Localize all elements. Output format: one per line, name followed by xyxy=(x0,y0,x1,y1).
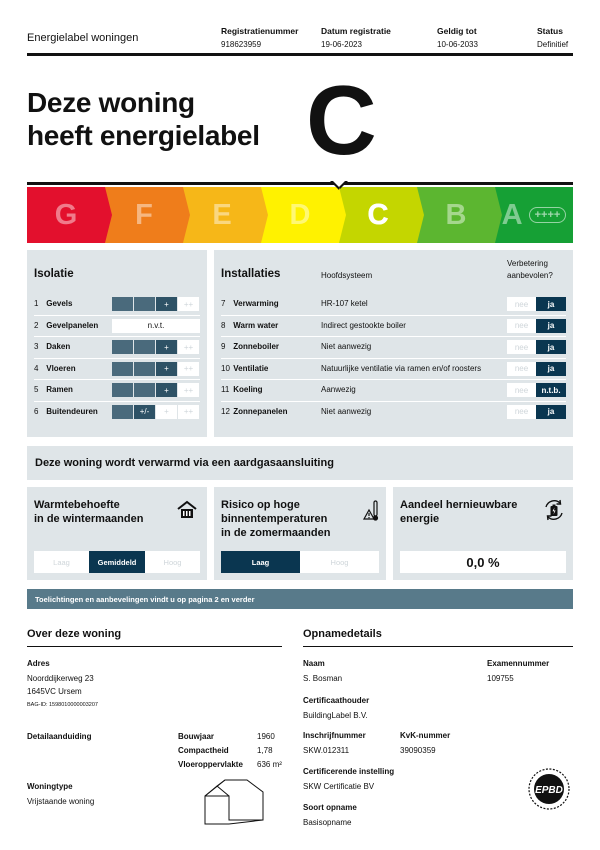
installation-main-system: Indirect gestookte boiler xyxy=(321,320,406,330)
energy-band-d: D xyxy=(261,187,339,243)
improvement-yes: ja xyxy=(536,340,566,354)
isolation-rating-cell xyxy=(134,362,155,376)
improvement-yes: ja xyxy=(536,362,566,376)
installation-row-label: 11 Koeling xyxy=(221,385,263,394)
registration-date-field: Datum registratie 19-06-2023 xyxy=(321,26,391,49)
house-heating-icon xyxy=(176,499,198,521)
installation-main-system: Niet aanwezig xyxy=(321,342,372,351)
compactness-label: Compactheid xyxy=(178,746,229,755)
inspection-details-title: Opnamedetails xyxy=(303,628,382,640)
main-system-heading: Hoofdsysteem xyxy=(321,271,373,280)
installation-main-system: HR-107 ketel xyxy=(321,299,368,308)
heat-demand-medium: Gemiddeld xyxy=(89,551,145,573)
document-title: Energielabel woningen xyxy=(27,32,139,44)
installation-row-label: 9 Zonneboiler xyxy=(221,342,280,351)
isolation-row-label: 6 Buitendeuren xyxy=(34,406,98,416)
thermometer-warning-icon xyxy=(359,499,381,523)
isolation-row-label: 4 Vloeren xyxy=(34,363,76,373)
isolation-rating-cell: ++ xyxy=(178,405,199,419)
energy-band-f: F xyxy=(105,187,183,243)
isolation-rating-cell xyxy=(112,383,133,397)
address-label: Adres xyxy=(27,659,50,668)
improvement-yes: n.t.b. xyxy=(536,383,566,397)
renewable-share-panel xyxy=(393,487,573,580)
isolation-rating-cell: +/- xyxy=(134,405,155,419)
isolation-row-label: 3 Daken xyxy=(34,342,71,351)
improvement-no: nee xyxy=(507,340,536,354)
address-line-1: Noorddijkerweg 23 xyxy=(27,674,94,683)
floor-area-value: 636 m² xyxy=(257,760,282,769)
isolation-rating-cell: ++ xyxy=(178,297,199,311)
isolation-row-label: 5 Ramen xyxy=(34,385,73,394)
address-line-2: 1645VC Ursem xyxy=(27,687,82,696)
document-header xyxy=(27,24,573,54)
build-year-value: 1960 xyxy=(257,732,275,741)
detached-house-icon xyxy=(203,776,265,826)
energy-band-g: G xyxy=(27,187,105,243)
home-type-value: Vrijstaande woning xyxy=(27,797,95,806)
home-type-label: Woningtype xyxy=(27,782,73,791)
heat-demand-high: Hoog xyxy=(145,551,200,573)
header-divider xyxy=(27,53,573,56)
energy-band-e: E xyxy=(183,187,261,243)
registration-no-value: SKW.012311 xyxy=(303,746,350,755)
isolation-panel xyxy=(27,250,207,437)
isolation-row-label: 1 Gevels xyxy=(34,299,73,308)
installation-main-system: Aanwezig xyxy=(321,385,356,394)
installations-title: Installaties xyxy=(221,268,281,280)
about-home-divider xyxy=(27,646,282,647)
heating-statement: Deze woning wordt verwarmd via een aardgasaansluiting xyxy=(27,446,573,480)
heat-demand-low: Laag xyxy=(34,551,89,573)
installation-main-system: Niet aanwezig xyxy=(321,406,372,416)
exam-number-value: 109755 xyxy=(487,674,514,683)
installation-row-label: 10 Ventilatie xyxy=(221,363,269,373)
epbd-logo xyxy=(527,767,571,811)
improvement-yes: ja xyxy=(536,297,566,311)
improvement-no: nee xyxy=(507,319,536,333)
isolation-title: Isolatie xyxy=(34,268,74,280)
improvement-no: nee xyxy=(507,383,536,397)
isolation-not-applicable: n.v.t. xyxy=(112,319,200,333)
explanation-banner: Toelichtingen en aanbevelingen vindt u op pagina 2 en verder xyxy=(27,589,573,609)
certificate-holder-label: Certificaathouder xyxy=(303,696,370,705)
isolation-rating-cell: + xyxy=(156,405,177,419)
installation-row-label: 12 Zonnepanelen xyxy=(221,406,288,416)
certifying-body-label: Certificerende instelling xyxy=(303,767,395,776)
isolation-rating-cell: + xyxy=(156,383,177,397)
isolation-rating-cell xyxy=(112,405,133,419)
isolation-rating-cell: + xyxy=(156,340,177,354)
isolation-rating-cell xyxy=(112,340,133,354)
isolation-row-label: 2 Gevelpanelen xyxy=(34,320,99,330)
isolation-rating-cell: + xyxy=(156,362,177,376)
isolation-rating-cell xyxy=(112,362,133,376)
name-label: Naam xyxy=(303,659,325,668)
isolation-rating-cell xyxy=(134,340,155,354)
detail-label: Detailaanduiding xyxy=(27,732,92,741)
inspection-details-divider xyxy=(303,646,573,647)
energy-band-c: C xyxy=(339,187,417,243)
renewable-battery-icon xyxy=(542,498,566,522)
improvement-no: nee xyxy=(507,405,536,419)
isolation-rating-cell: ++ xyxy=(178,362,199,376)
valid-until-field: Geldig tot 10-06-2033 xyxy=(437,26,478,49)
improvement-yes: ja xyxy=(536,319,566,333)
isolation-rating-cell: + xyxy=(156,297,177,311)
installation-main-system: Natuurlijke ventilatie via ramen en/of roosters xyxy=(321,363,482,373)
energy-scale xyxy=(27,187,573,243)
installations-panel xyxy=(214,250,573,437)
status-field: Status Definitief xyxy=(537,26,569,49)
registration-no-label: Inschrijfnummer xyxy=(303,731,366,740)
compactness-value: 1,78 xyxy=(257,746,273,755)
inspection-type-label: Soort opname xyxy=(303,803,357,812)
heat-demand-title: Warmtebehoefte in de wintermaanden xyxy=(34,499,144,525)
renewable-share-title: Aandeel hernieuwbare energie xyxy=(400,499,518,525)
improvement-heading-1: Verbetering xyxy=(507,259,548,268)
inspection-type-value: Basisopname xyxy=(303,818,352,827)
svg-text:EPBD: EPBD xyxy=(535,785,563,796)
a-plus-indicator: ++++ xyxy=(529,207,567,223)
isolation-rating-cell xyxy=(112,297,133,311)
improvement-no: nee xyxy=(507,362,536,376)
energy-band-b: B xyxy=(417,187,495,243)
installation-row-label: 7 Verwarming xyxy=(221,299,279,308)
certifying-body-value: SKW Certificatie BV xyxy=(303,782,375,791)
isolation-rating-cell: ++ xyxy=(178,340,199,354)
renewable-share-value: 0,0 % xyxy=(400,551,566,573)
energy-label-letter: C xyxy=(306,65,377,175)
certificate-holder-value: BuildingLabel B.V. xyxy=(303,711,368,720)
isolation-rating-cell xyxy=(134,383,155,397)
scale-divider xyxy=(27,182,573,185)
improvement-no: nee xyxy=(507,297,536,311)
bag-id: BAG-ID: 1598010000003207 xyxy=(27,702,98,708)
label-heading: Deze woning heeft energielabel xyxy=(27,87,260,151)
overheating-risk-panel xyxy=(214,487,386,580)
floor-area-label: Vloeroppervlakte xyxy=(178,760,243,769)
improvement-heading-2: aanbevolen? xyxy=(507,271,553,280)
heat-demand-panel xyxy=(27,487,207,580)
isolation-rating-cell: ++ xyxy=(178,383,199,397)
registration-number-field: Registratienummer 918623959 xyxy=(221,26,299,49)
build-year-label: Bouwjaar xyxy=(178,732,215,741)
overheating-risk-low: Laag xyxy=(221,551,300,573)
isolation-rating-cell xyxy=(134,297,155,311)
about-home-title: Over deze woning xyxy=(27,628,122,640)
name-value: S. Bosman xyxy=(303,674,343,683)
installation-row-label: 8 Warm water xyxy=(221,320,279,330)
exam-number-label: Examennummer xyxy=(487,659,550,668)
kvk-value: 39090359 xyxy=(400,746,436,755)
improvement-yes: ja xyxy=(536,405,566,419)
kvk-label: KvK-nummer xyxy=(400,731,451,740)
overheating-risk-high: Hoog xyxy=(300,551,379,573)
overheating-risk-title: Risico op hoge binnentemperaturen in de zomermaanden xyxy=(221,499,331,539)
energy-band-a: A ++++ xyxy=(495,187,573,243)
